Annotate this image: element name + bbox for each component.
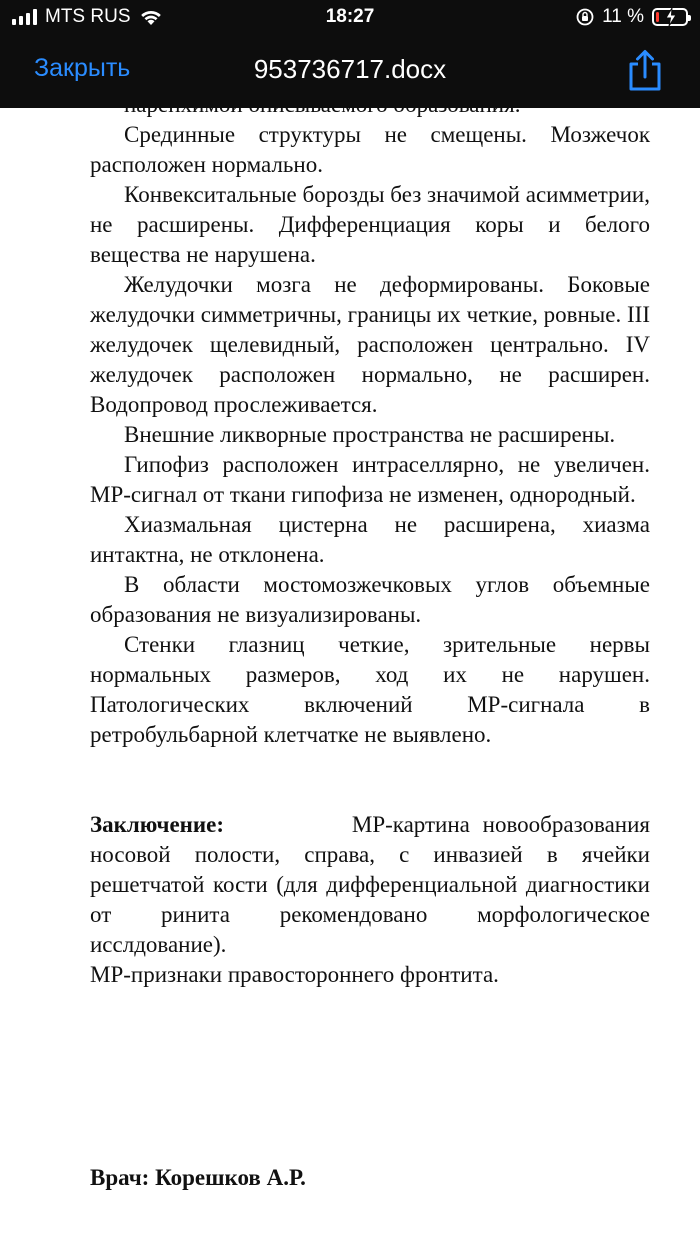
doctor-signature: Врач: Корешков А.Р. bbox=[90, 1165, 306, 1190]
paragraph-chiasm: Хиазмальная цистерна не расширена, хиазма интактна, не отклонена. bbox=[90, 512, 650, 567]
paragraph-cerebellopontine: В области мостомозжечковых углов объемные образования не визуализированы. bbox=[90, 572, 650, 627]
status-right bbox=[576, 6, 688, 28]
conclusion-label: Заключение: bbox=[90, 812, 225, 837]
charging-bolt-icon bbox=[664, 7, 678, 27]
paragraph-csf-spaces: Внешние ликворные пространства не расширены. bbox=[124, 422, 616, 447]
battery-percent: 11 % bbox=[602, 6, 644, 27]
orientation-lock-icon bbox=[576, 8, 594, 26]
conclusion-text: МР-картина новообразования носовой полости, справа, с инвазией в ячейки решетчатой кости (для дифференциальной диагностики от ринита рекомендовано морфологическое исслдование). bbox=[90, 812, 651, 957]
paragraph-orbits: Стенки глазниц четкие, зрительные нервы нормальных размеров, ход их не нарушен. Патологических включений МР-сигнала в ретробульбарной клетчатке не выявлено. bbox=[90, 632, 650, 747]
paragraph-median-structures: Срединные структуры не смещены. Мозжечок расположен нормально. bbox=[90, 122, 650, 177]
close-button[interactable]: Закрыть bbox=[34, 54, 131, 82]
conclusion-extra: МР-признаки правостороннего фронтита. bbox=[90, 962, 499, 987]
top-bar bbox=[0, 0, 700, 108]
status-bar bbox=[0, 0, 700, 36]
battery-icon bbox=[652, 8, 688, 26]
navigation-bar bbox=[0, 40, 700, 104]
document-title: 953736717.docx bbox=[253, 54, 447, 84]
paragraph-ventricles: Желудочки мозга не деформированы. Боковые желудочки симметричны, границы их четкие, ровные. III желудочек щелевидный, расположен центрально. IV желудочек расположен нормально, не расширен. Водопровод прослеживается. bbox=[90, 272, 650, 417]
carrier-name: MTS RUS bbox=[45, 6, 131, 27]
battery-level-fill bbox=[656, 12, 659, 22]
document-content bbox=[90, 90, 650, 990]
paragraph-convexital-sulci: Конвекситальные борозды без значимой асимметрии, не расширены. Дифференциация коры и белого вещества не нарушена. bbox=[90, 182, 650, 267]
share-icon[interactable] bbox=[626, 48, 664, 92]
conclusion-paragraph bbox=[90, 810, 650, 960]
clock: 18:27 bbox=[325, 6, 375, 27]
conclusion-block bbox=[90, 810, 650, 990]
paragraph-pituitary: Гипофиз расположен интраселлярно, не увеличен. МР-сигнал от ткани гипофиза не изменен, однородный. bbox=[90, 452, 650, 507]
